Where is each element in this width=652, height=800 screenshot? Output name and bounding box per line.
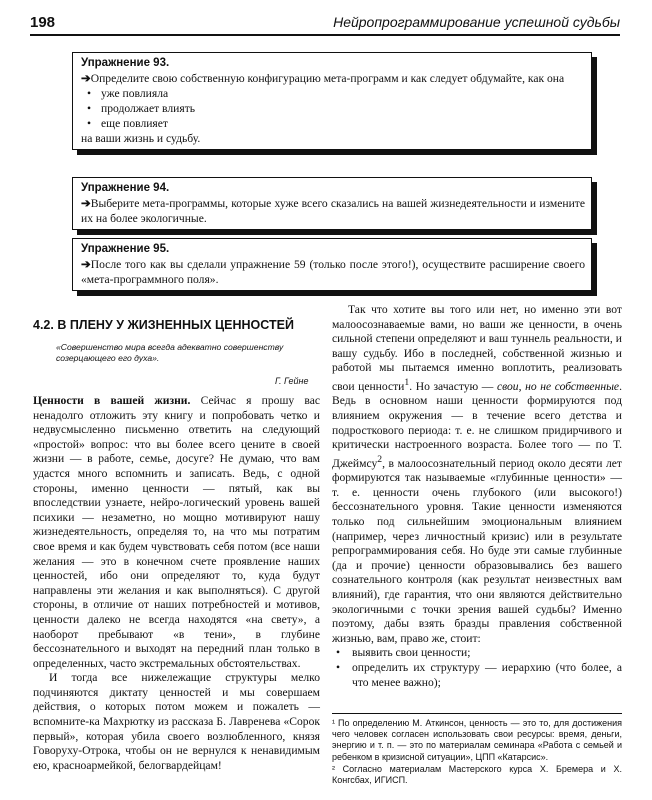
footnote: ¹ По определению М. Аткинсон, ценность — это то, для достижения чего человек согласен использовать свои ресурсы: время, деньги, энергию и т. п. — это по материалам семинара «Работа с семьей и ребенком в кризисной ситуации», ЦПП «Катарсис». [332,718,622,762]
section-title: 4.2. В ПЛЕНУ У ЖИЗНЕННЫХ ЦЕННОСТЕЙ [33,318,294,332]
exercise-93-box [72,52,592,150]
page-number: 198 [30,14,56,31]
arrow-icon: ➔ [81,197,91,210]
exercise-text: ➔Выберите мета-программы, которые хуже всего сказались на вашей жизнедеятельности и измените их на более экологичные. [81,197,585,225]
list-item: • уже повлияла [101,86,585,101]
list-item: • определить их структуру — иерархию (что более, а что менее важно); [352,661,622,690]
running-title: Нейропрограммирование успешной судьбы [333,14,620,30]
footnotes [332,713,622,787]
page-header [30,12,620,36]
arrow-icon: ➔ [81,72,91,85]
exercise-tail: на ваши жизнь и судьбу. [81,132,201,145]
footnote-ref: 1 [404,376,410,388]
values-list [332,646,622,690]
list-item: • еще повлияет [101,116,585,131]
exercise-95-box [72,238,592,291]
arrow-icon: ➔ [81,258,91,271]
list-item: • продолжает влиять [101,101,585,116]
paragraph: И тогда все нижележащие структуры мелко подчиняются диктату ценностей и мы совершаем действия, о которых потом можем и пожалеть — вспомните-ка Махрютку из рассказа Б. Лавренева «Сорок первый», которая убила своего возлюбленного, князя Говоруху-Отрока, чтобы он не вернулся к ненавидимым ею, красноармейкой, белогвардейцам! [33,671,320,772]
exercise-94-box [72,177,592,230]
exercise-bullets [81,86,585,131]
exercise-title: Упражнение 93. [81,57,170,69]
exercise-title: Упражнение 94. [81,182,170,194]
left-column [33,394,320,773]
list-item: • выявить свои ценности; [352,646,622,661]
paragraph: Ценности в вашей жизни. Сейчас я прошу вас ненадолго отложить эту книгу и попробовать четко и недвусмысленно письменно ответить на следующий «простой» вопрос: что вы более всего цените в своей жизни — в работе, семье, досуге? Не думаю, что вам удастся много вспомнить и записать. Ведь, с одной стороны, именно ценности — пятый, как вы впоследствии узнаете, нейро-логический уровень вашей психики — незаметно, но мощно мотивируют нашу жизнедеятельность, определяя то, на что мы потратим свое время и как будем чувствовать себя потом (все наши желания — это в конечном счете проявление наших ценностей, ибо они определяют то, куда будут направлены эти желания и как выполняться). С другой стороны, в отличие от наших потребностей и мотивов, ценности далеко не всегда находятся «на свету», а наоборот пребывают «в тени», в глубине бессознательного и выходят на передний план только в определенных, часто экстремальных обстоятельствах. [33,394,320,670]
right-column [332,303,622,690]
exercise-title: Упражнение 95. [81,243,170,255]
footnote-ref: 2 [377,453,383,465]
exercise-text: ➔После того как вы сделали упражнение 59 (только после этого!), осуществите расширение своего «мета-программного поля». [81,258,585,286]
exercise-text: ➔Определите свою собственную конфигурацию мета-программ и как следует обдумайте, как она [81,72,565,85]
paragraph: Так что хотите вы того или нет, но именно эти вот малоосознаваемые вами, но ваши же ценности, в очень сильной степени определяют и ваш туннель реальности, и вашу судьбу. Ибо в последней, собственной жизнью и работой мы пытаемся именно воплотить, реализовать свои ценности$^1$. Но зачастую — свои, но не собственные. Ведь в основном наши ценности формируются под влиянием окружения — в течение всего детства и подросткового периода: т. е. не слишком придирчивого и критически настроенного возраста. Более того — по Т. Джеймсу$^2$, в малоосознательный период около десяти лет формируются так называемые «глубинные ценности» — т. е. ценности очень глубокого (или высокого!) бессознательного уровня. Такие ценности изменяются только под сильнейшим эмоциональным влиянием (например, через личностный кризис) или в результате репрограммирования себя. Но буде эти самые глубинные (да и прочие) ценности образовывались без вашего сознательного контроля (как результат неизвестных вам влияний), где гарантия, что они являются действительно экологичными с точки зрения вашей судьбы? Именно поэтому, дабы взять бразды правления собственной жизнью, вам, право же, стоит: [332,303,622,645]
footnote: ² Согласно материалам Мастерского курса Х. Бремера и Х. Конгсбах, ИГИСП. [332,763,622,786]
epigraph: «Совершенство мира всегда адекватно совершенству созерцающего его духа». [56,342,284,363]
epigraph-author: Г. Гейне [275,376,309,386]
